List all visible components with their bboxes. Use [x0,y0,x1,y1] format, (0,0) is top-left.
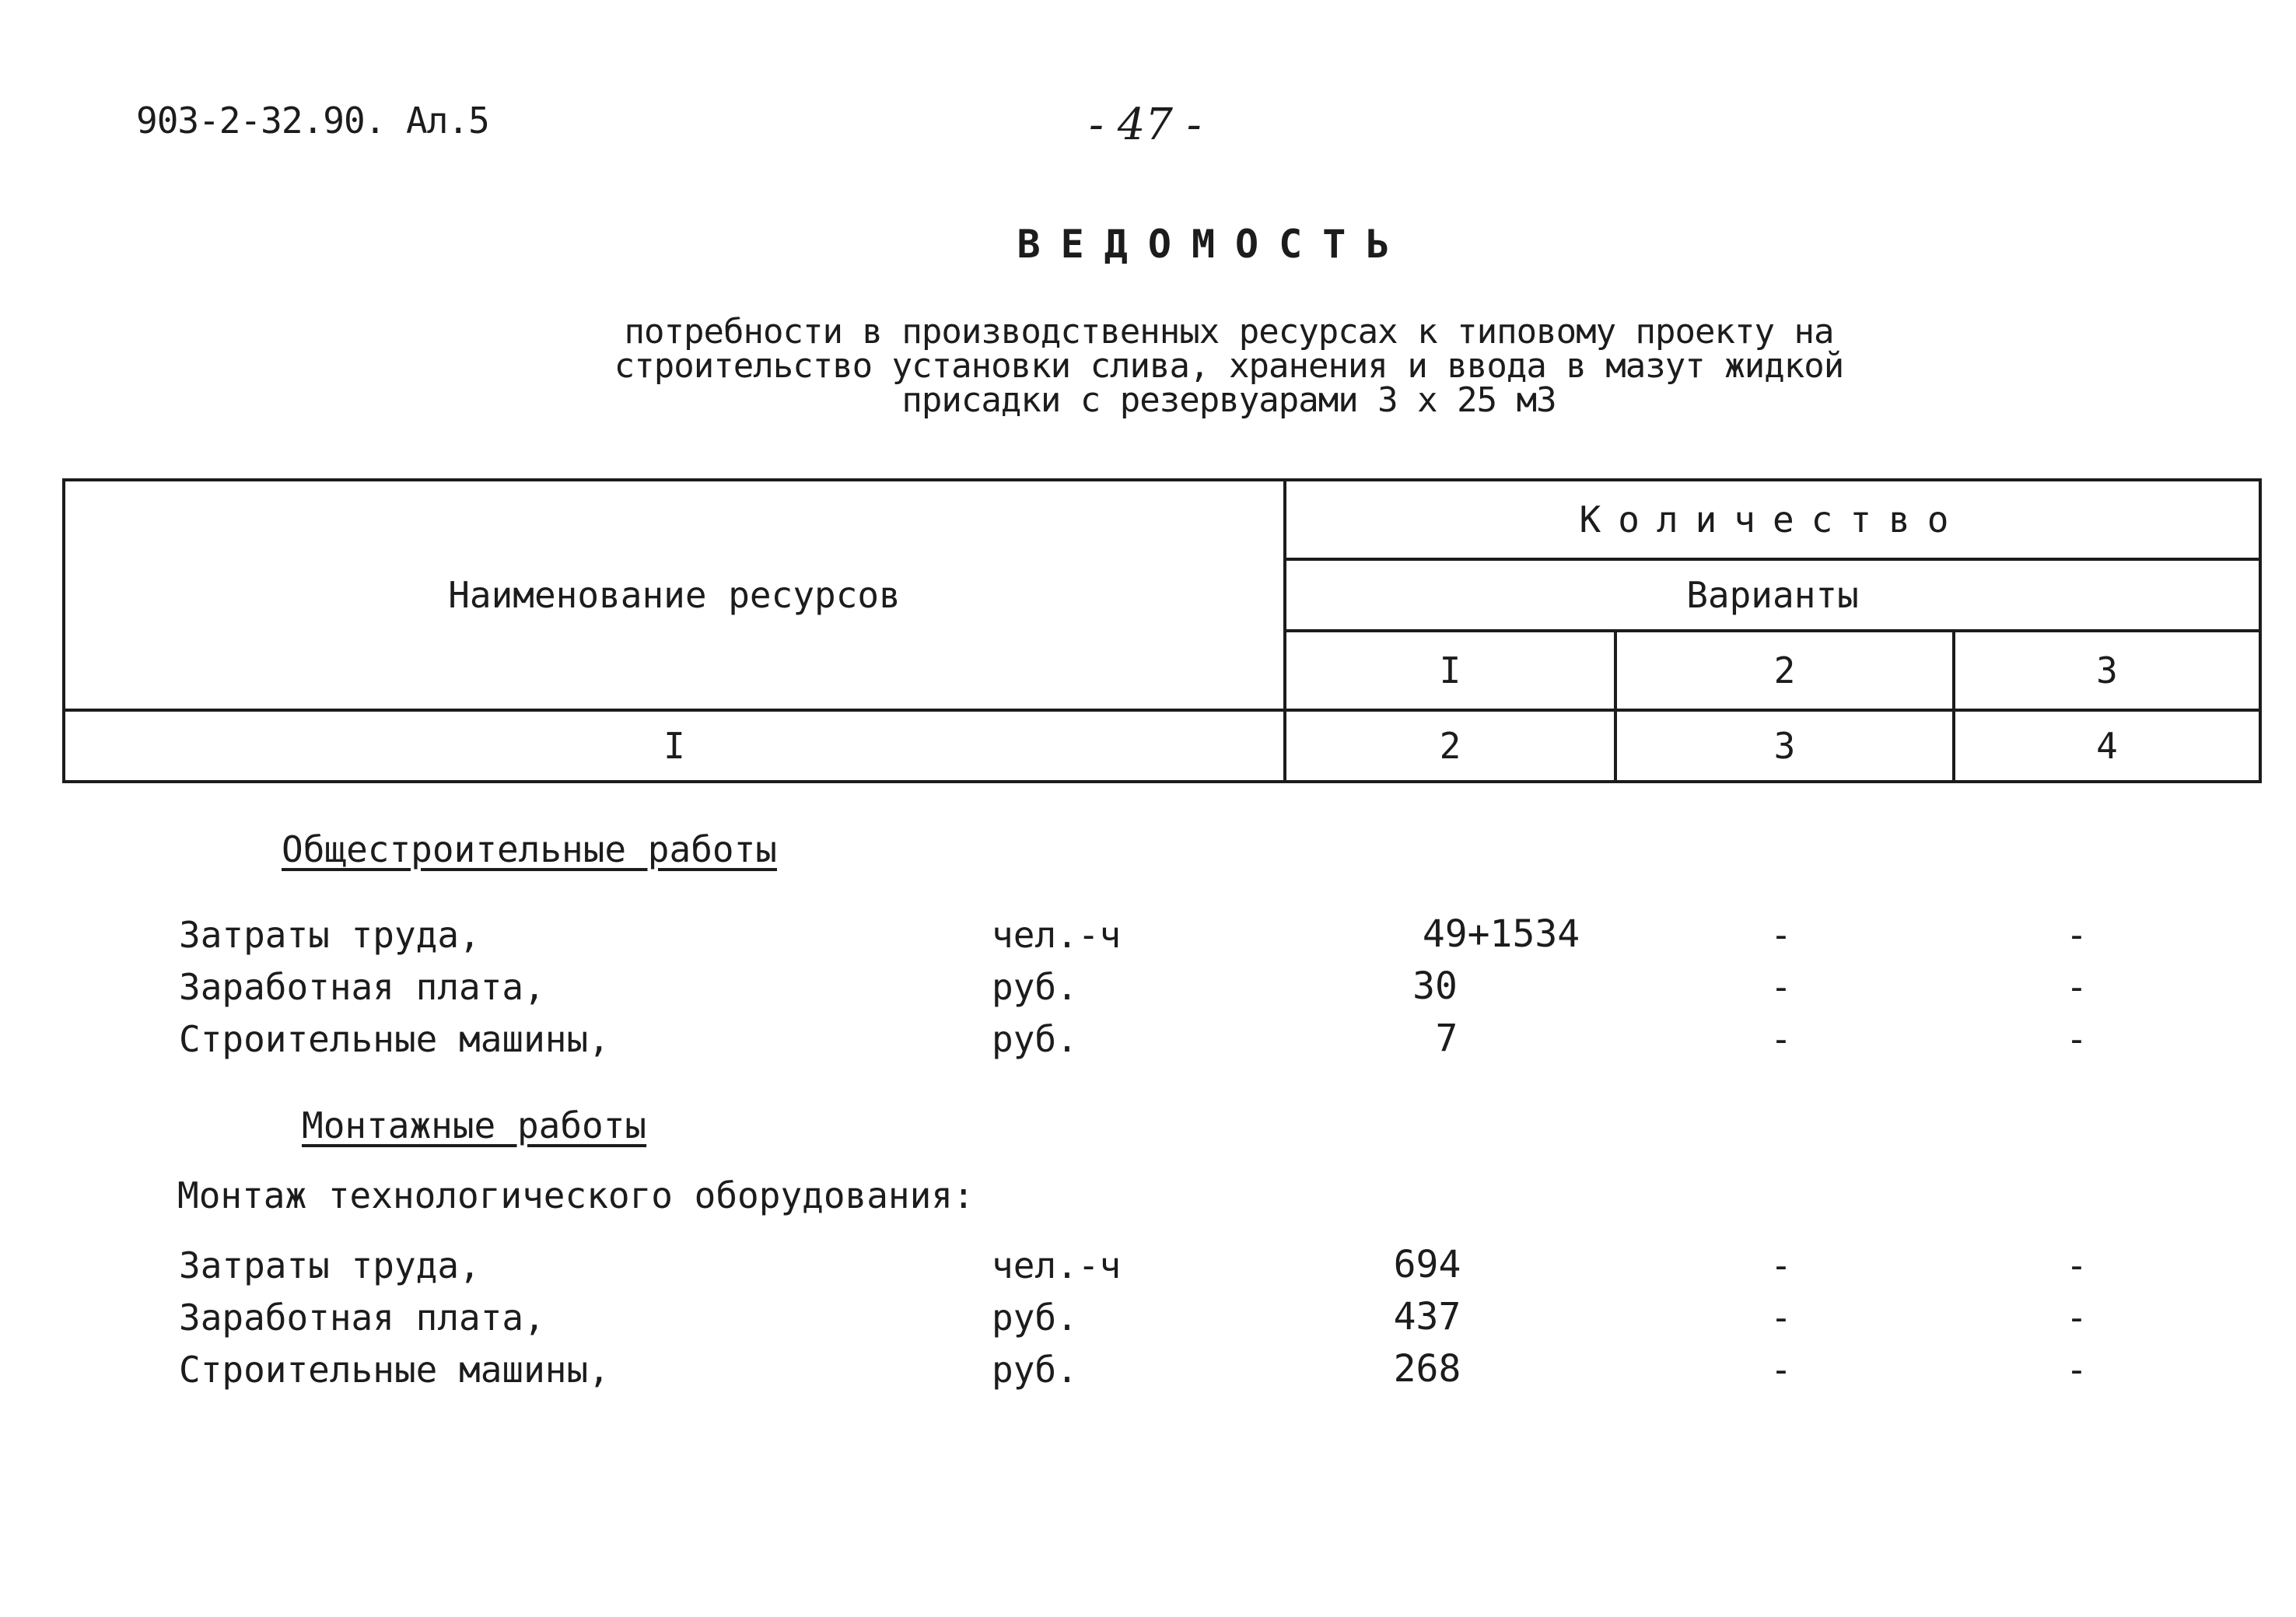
row-value-variant-2: - [1770,966,1792,1008]
column-number: 4 [1954,710,2260,782]
row-value-variant-1: 30 [1412,964,1458,1008]
header-variant-number: 3 [1954,631,2260,710]
row-unit: руб. [992,1297,1078,1339]
row-value-variant-2: - [1770,1297,1792,1339]
row-value-variant-2: - [1770,914,1792,956]
row-name: Строительные машины, [179,1018,610,1060]
row-name: Строительные машины, [179,1349,610,1391]
row-value-variant-3: - [2066,966,2088,1008]
row-value-variant-3: - [2066,1297,2088,1339]
header-variant-number: 2 [1615,631,1954,710]
row-value-variant-1: 268 [1393,1347,1461,1391]
section-subtitle: Монтаж технологического оборудования: [177,1174,975,1216]
row-value-variant-3: - [2066,1349,2088,1391]
header-variant-number: I [1285,631,1615,710]
row-value-variant-3: - [2066,1018,2088,1060]
header-variants: Варианты [1285,559,2260,631]
row-value-variant-1: 437 [1393,1295,1461,1339]
header-quantity: Количество [1285,480,2260,559]
row-unit: руб. [992,1349,1078,1391]
row-value-variant-3: - [2066,1244,2088,1286]
document-subtitle [544,312,1913,420]
resource-table-header [62,478,2262,783]
row-value-variant-2: - [1770,1244,1792,1286]
column-number: I [64,710,1285,782]
subtitle-line: строительство установки слива, хранения и ввода в мазут жидкой [614,346,1844,386]
document-title: ВЕДОМОСТЬ [1017,222,1410,267]
row-unit: руб. [992,1018,1078,1060]
row-value-variant-2: - [1770,1349,1792,1391]
section-title-general-construction: Общестроительные работы [282,828,777,870]
row-name: Затраты труда, [179,1244,481,1286]
header-resource-name: Наименование ресурсов [64,480,1285,710]
row-name: Заработная плата, [179,966,545,1008]
row-value-variant-3: - [2066,914,2088,956]
row-name: Заработная плата, [179,1297,545,1339]
subtitle-line: присадки с резервуарами 3 х 25 м3 [901,380,1556,420]
section-title-installation: Монтажные работы [302,1104,647,1146]
row-value-variant-1: 694 [1393,1243,1461,1286]
row-unit: чел.-ч [992,1244,1122,1286]
page-number: - 47 - [1089,100,1202,150]
subtitle-line: потребности в производственных ресурсах к типовому проекту на [624,312,1834,352]
row-value-variant-1: 49+1534 [1422,912,1580,956]
row-unit: руб. [992,966,1078,1008]
row-unit: чел.-ч [992,914,1122,956]
row-value-variant-2: - [1770,1018,1792,1060]
column-number: 2 [1285,710,1615,782]
row-value-variant-1: 7 [1435,1017,1458,1060]
document-code: 903-2-32.90. Ал.5 [136,100,489,142]
row-name: Затраты труда, [179,914,481,956]
column-number: 3 [1615,710,1954,782]
